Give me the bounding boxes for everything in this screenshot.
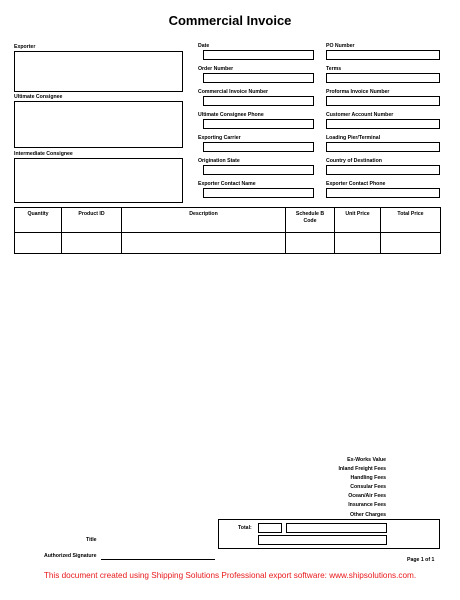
date-field[interactable] xyxy=(203,50,314,60)
schedule-b-header-line2: Code xyxy=(303,217,317,224)
commercial-invoice-number-field[interactable] xyxy=(203,96,314,106)
authorized-signature-label: Authorized Signature xyxy=(44,553,97,559)
other-charges-label: Other Charges xyxy=(349,512,386,518)
ultimate-consignee-phone-field[interactable] xyxy=(203,119,314,129)
order-number-field[interactable] xyxy=(203,73,314,83)
unit-price-header: Unit Price xyxy=(335,208,381,233)
terms-field[interactable] xyxy=(326,73,440,83)
exporter-label: Exporter xyxy=(14,44,36,50)
origination-state-field[interactable] xyxy=(203,165,314,175)
order-number-label: Order Number xyxy=(198,66,234,72)
handling-fees-label: Handling Fees xyxy=(350,475,386,481)
title-label: Title xyxy=(86,537,97,543)
ultimate-consignee-phone-label: Ultimate Consignee Phone xyxy=(198,112,264,118)
exporter-contact-name-field[interactable] xyxy=(203,188,314,198)
po-number-label: PO Number xyxy=(326,43,355,49)
total-price-header: Total Price xyxy=(381,208,441,233)
date-label: Date xyxy=(198,43,210,49)
exporting-carrier-label: Exporting Carrier xyxy=(198,135,241,141)
country-of-destination-label: Country of Destination xyxy=(326,158,382,164)
po-number-field[interactable] xyxy=(326,50,440,60)
consular-fees-label: Consular Fees xyxy=(350,484,386,490)
schedule-b-cell[interactable] xyxy=(286,233,335,254)
signature-line[interactable] xyxy=(101,558,215,560)
ex-works-label: Ex-Works Value xyxy=(347,457,386,463)
loading-pier-field[interactable] xyxy=(326,142,440,152)
unit-price-cell[interactable] xyxy=(335,233,381,254)
total-amount-field[interactable] xyxy=(286,523,387,533)
total-label: Total: xyxy=(238,525,252,531)
line-items-table xyxy=(14,207,441,254)
schedule-b-header xyxy=(286,208,335,233)
inland-freight-label: Inland Freight Fees xyxy=(338,466,386,472)
terms-label: Terms xyxy=(326,66,342,72)
total-secondary-field[interactable] xyxy=(258,535,387,545)
page-indicator: Page 1 of 1 xyxy=(407,557,435,563)
country-of-destination-field[interactable] xyxy=(326,165,440,175)
description-cell[interactable] xyxy=(122,233,286,254)
footer-note: This document created using Shipping Solutions Professional export software: www.shipsolutions.com. xyxy=(43,571,417,580)
customer-account-number-field[interactable] xyxy=(326,119,440,129)
quantity-header: Quantity xyxy=(15,208,62,233)
exporter-box[interactable] xyxy=(14,51,183,92)
total-currency-field[interactable] xyxy=(258,523,282,533)
origination-state-label: Origination State xyxy=(198,158,240,164)
customer-account-number-label: Customer Account Number xyxy=(326,112,394,118)
loading-pier-label: Loading Pier/Terminal xyxy=(326,135,381,141)
intermediate-consignee-box[interactable] xyxy=(14,158,183,203)
commercial-invoice-number-label: Commercial Invoice Number xyxy=(198,89,269,95)
ocean-air-fees-label: Ocean/Air Fees xyxy=(348,493,386,499)
total-price-cell[interactable] xyxy=(381,233,441,254)
proforma-invoice-number-field[interactable] xyxy=(326,96,440,106)
exporter-contact-phone-field[interactable] xyxy=(326,188,440,198)
exporting-carrier-field[interactable] xyxy=(203,142,314,152)
ultimate-consignee-box[interactable] xyxy=(14,101,183,148)
table-row xyxy=(15,233,441,254)
insurance-fees-label: Insurance Fees xyxy=(348,502,386,508)
table-header-row xyxy=(15,208,441,233)
proforma-invoice-number-label: Proforma Invoice Number xyxy=(326,89,390,95)
product-id-header: Product ID xyxy=(62,208,122,233)
document-title: Commercial Invoice xyxy=(168,13,292,28)
intermediate-consignee-label: Intermediate Consignee xyxy=(14,151,73,157)
schedule-b-header-line1: Schedule B xyxy=(295,211,325,217)
quantity-cell[interactable] xyxy=(15,233,62,254)
ultimate-consignee-label: Ultimate Consignee xyxy=(14,94,63,100)
description-header: Description xyxy=(122,208,286,233)
exporter-contact-name-label: Exporter Contact Name xyxy=(198,181,256,187)
exporter-contact-phone-label: Exporter Contact Phone xyxy=(326,181,386,187)
product-id-cell[interactable] xyxy=(62,233,122,254)
